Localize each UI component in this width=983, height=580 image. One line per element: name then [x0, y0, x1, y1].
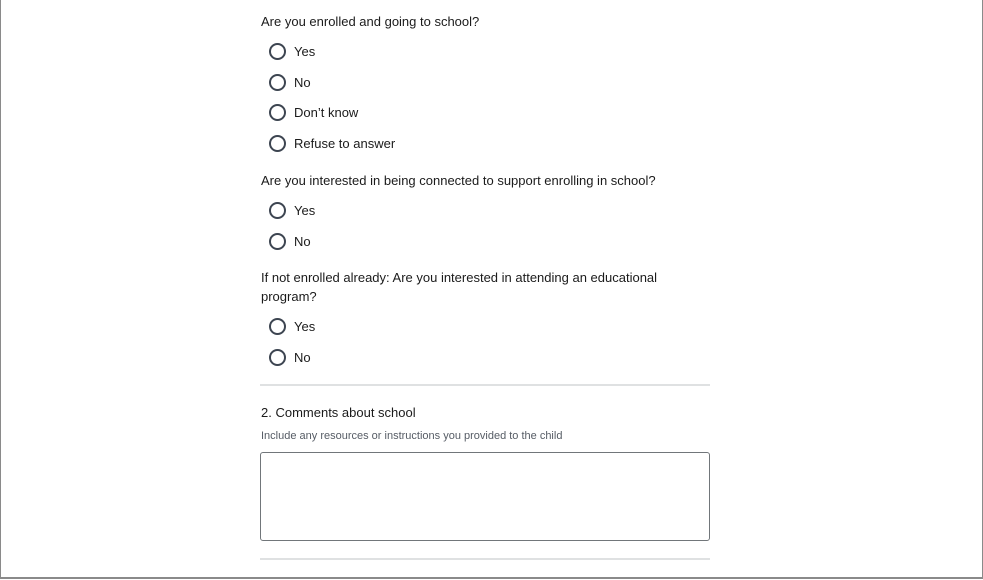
radio-circle-icon[interactable] — [269, 233, 286, 250]
radio-circle-icon[interactable] — [269, 318, 286, 335]
radio-circle-icon[interactable] — [269, 349, 286, 366]
radio-program-yes[interactable]: Yes — [269, 317, 315, 335]
radio-circle-icon[interactable] — [269, 202, 286, 219]
radio-support-yes[interactable]: Yes — [269, 201, 315, 219]
radio-enrolled-dont-know[interactable]: Don’t know — [269, 103, 358, 121]
question-enrolled: Are you enrolled and going to school? — [261, 14, 480, 29]
section-divider — [260, 558, 710, 560]
question-educational-program: If not enrolled already: Are you interested in attending an educational program? — [261, 270, 658, 304]
radio-circle-icon[interactable] — [269, 135, 286, 152]
radio-enrolled-no[interactable]: No — [269, 73, 311, 91]
comments-label: 2. Comments about school — [261, 405, 416, 420]
radio-program-no[interactable]: No — [269, 348, 311, 366]
comments-textarea[interactable] — [260, 452, 710, 541]
radio-enrolled-refuse[interactable]: Refuse to answer — [269, 134, 395, 152]
question-support-enrolling: Are you interested in being connected to support enrolling in school? — [261, 173, 656, 188]
radio-circle-icon[interactable] — [269, 43, 286, 60]
comments-hint: Include any resources or instructions you provided to the child — [261, 430, 563, 442]
section-divider — [260, 384, 710, 386]
radio-enrolled-yes[interactable]: Yes — [269, 42, 315, 60]
radio-support-no[interactable]: No — [269, 232, 311, 250]
radio-circle-icon[interactable] — [269, 104, 286, 121]
radio-circle-icon[interactable] — [269, 74, 286, 91]
